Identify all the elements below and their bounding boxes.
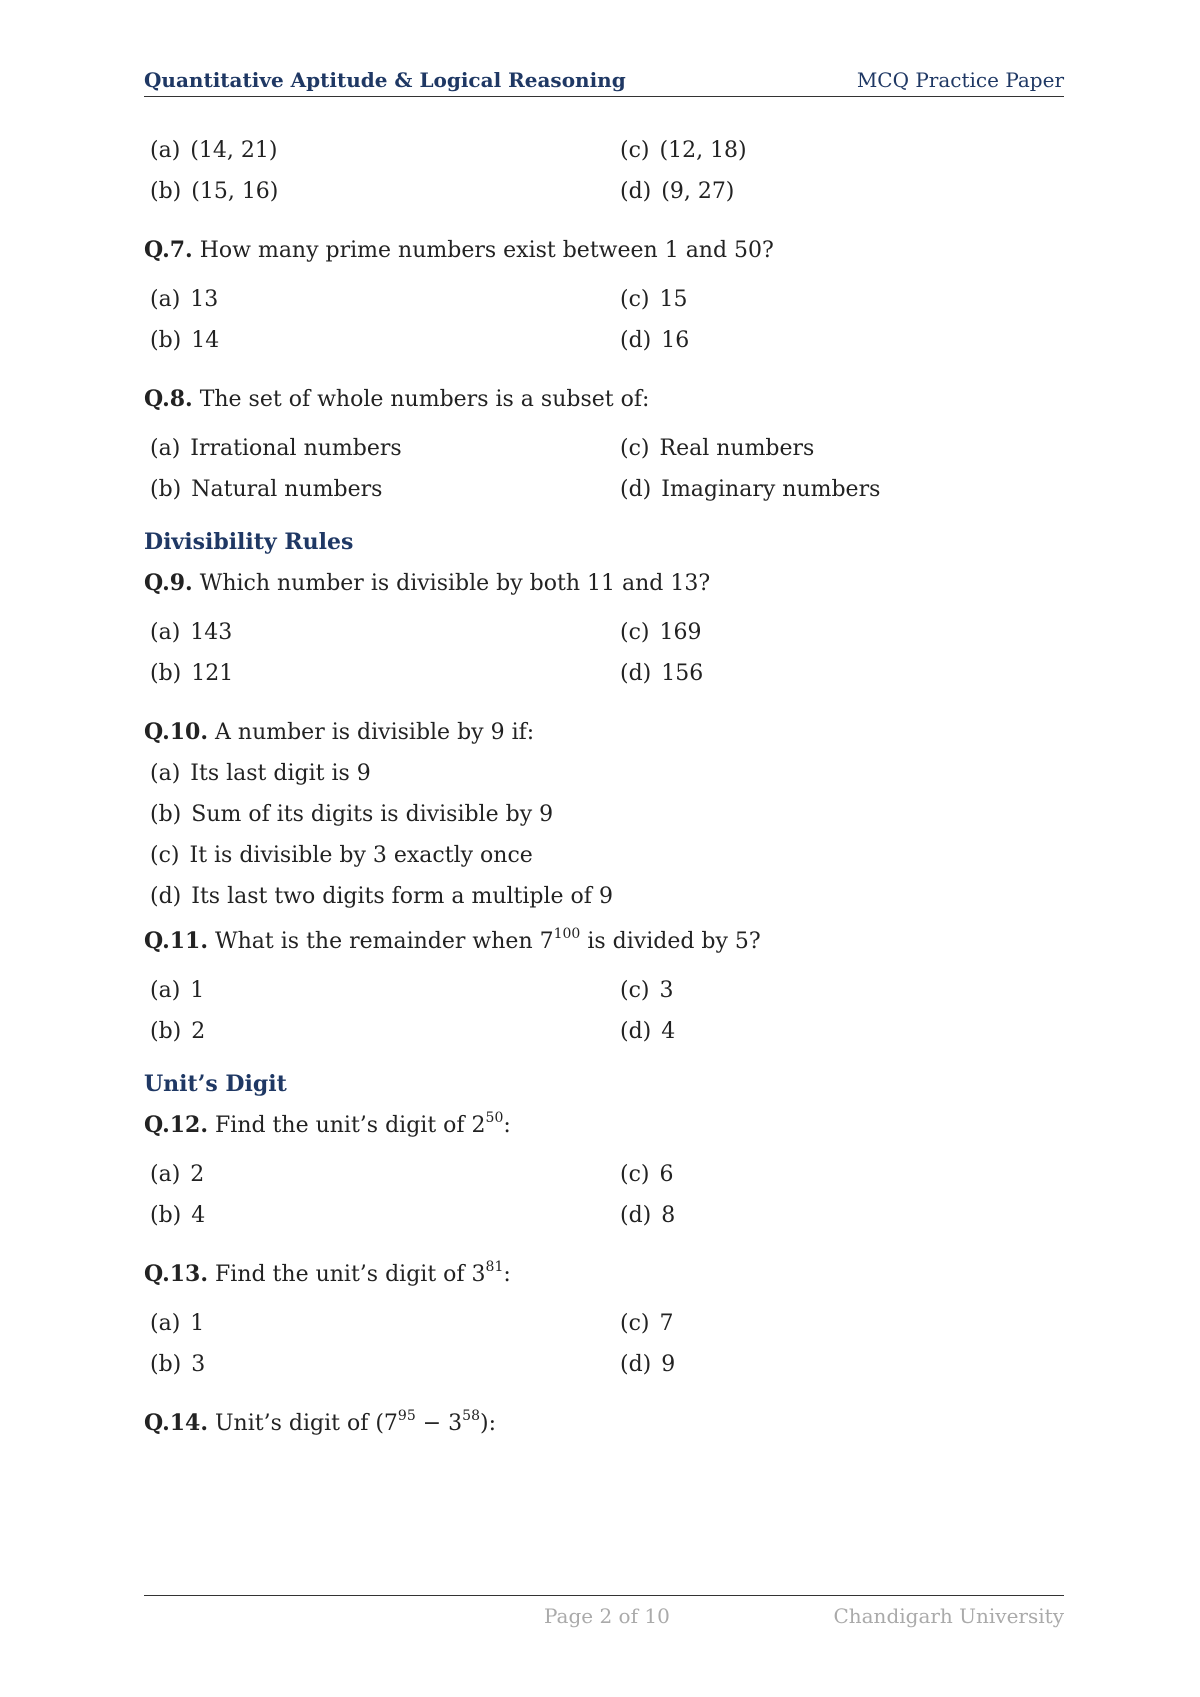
section-heading-unit-digit: Unit’s Digit xyxy=(144,1071,287,1097)
q6-option-b[interactable]: (b) (15, 16) xyxy=(150,179,279,204)
q9-option-a[interactable]: (a) 143 xyxy=(150,620,233,645)
page-header xyxy=(144,68,1064,97)
question-12: Q.12. Find the unit’s digit of $2^{50}$: xyxy=(144,1109,511,1138)
q8-option-c[interactable]: (c) Real numbers xyxy=(620,436,815,461)
question-7: Q.7. How many prime numbers exist between 1 and 50? xyxy=(144,237,774,263)
question-8: Q.8. The set of whole numbers is a subset of: xyxy=(144,386,650,412)
q6-option-a[interactable]: (a) (14, 21) xyxy=(150,138,278,163)
header-title: Quantitative Aptitude & Logical Reasoning xyxy=(144,68,626,92)
q6-options xyxy=(144,130,1064,212)
q8-option-d[interactable]: (d) Imaginary numbers xyxy=(620,477,881,502)
q11-options xyxy=(144,970,1064,1052)
q11-option-c[interactable]: (c) 3 xyxy=(620,978,674,1003)
q9-option-d[interactable]: (d) 156 xyxy=(620,661,704,686)
header-subtitle: MCQ Practice Paper xyxy=(856,68,1064,92)
q13-options xyxy=(144,1303,1064,1385)
q7-option-a[interactable]: (a) 13 xyxy=(150,287,219,312)
q9-options xyxy=(144,612,1064,694)
q11-option-d[interactable]: (d) 4 xyxy=(620,1019,676,1044)
q6-option-c[interactable]: (c) (12, 18) xyxy=(620,138,747,163)
q9-option-b[interactable]: (b) 121 xyxy=(150,661,234,686)
q7-options xyxy=(144,279,1064,361)
q7-option-d[interactable]: (d) 16 xyxy=(620,328,690,353)
q10-option-a[interactable]: (a) Its last digit is 9 xyxy=(150,761,371,786)
q10-option-b[interactable]: (b) Sum of its digits is divisible by 9 xyxy=(150,802,554,827)
q11-option-b[interactable]: (b) 2 xyxy=(150,1019,206,1044)
q10-option-d[interactable]: (d) Its last two digits form a multiple of 9 xyxy=(150,884,613,909)
q12-option-b[interactable]: (b) 4 xyxy=(150,1203,206,1228)
question-13: Q.13. Find the unit’s digit of $3^{81}$: xyxy=(144,1258,511,1287)
question-9: Q.9. Which number is divisible by both 11 and 13? xyxy=(144,570,711,596)
q8-option-a[interactable]: (a) Irrational numbers xyxy=(150,436,402,461)
section-heading-divisibility: Divisibility Rules xyxy=(144,529,354,555)
q12-option-a[interactable]: (a) 2 xyxy=(150,1162,205,1187)
q12-option-d[interactable]: (d) 8 xyxy=(620,1203,676,1228)
question-11: Q.11. What is the remainder when $7^{100}$ is divided by 5? xyxy=(144,925,761,954)
page-number: Page 2 of 10 xyxy=(544,1604,670,1628)
footer-rule xyxy=(144,1595,1064,1596)
q13-option-c[interactable]: (c) 7 xyxy=(620,1311,674,1336)
q12-option-c[interactable]: (c) 6 xyxy=(620,1162,674,1187)
q13-option-b[interactable]: (b) 3 xyxy=(150,1352,206,1377)
q10-options xyxy=(144,753,1064,917)
q13-option-a[interactable]: (a) 1 xyxy=(150,1311,205,1336)
q8-options xyxy=(144,428,1064,510)
q7-option-c[interactable]: (c) 15 xyxy=(620,287,688,312)
footer-institution: Chandigarh University xyxy=(833,1604,1064,1628)
q12-options xyxy=(144,1154,1064,1236)
question-14: Q.14. Unit’s digit of $(7^{95} - 3^{58})$: xyxy=(144,1407,496,1436)
q13-option-d[interactable]: (d) 9 xyxy=(620,1352,676,1377)
q7-option-b[interactable]: (b) 14 xyxy=(150,328,220,353)
q9-option-c[interactable]: (c) 169 xyxy=(620,620,702,645)
q11-option-a[interactable]: (a) 1 xyxy=(150,978,205,1003)
question-10: Q.10. A number is divisible by 9 if: xyxy=(144,719,535,745)
q10-option-c[interactable]: (c) It is divisible by 3 exactly once xyxy=(150,843,533,868)
question-content xyxy=(144,130,1064,1452)
q8-option-b[interactable]: (b) Natural numbers xyxy=(150,477,383,502)
q6-option-d[interactable]: (d) (9, 27) xyxy=(620,179,735,204)
